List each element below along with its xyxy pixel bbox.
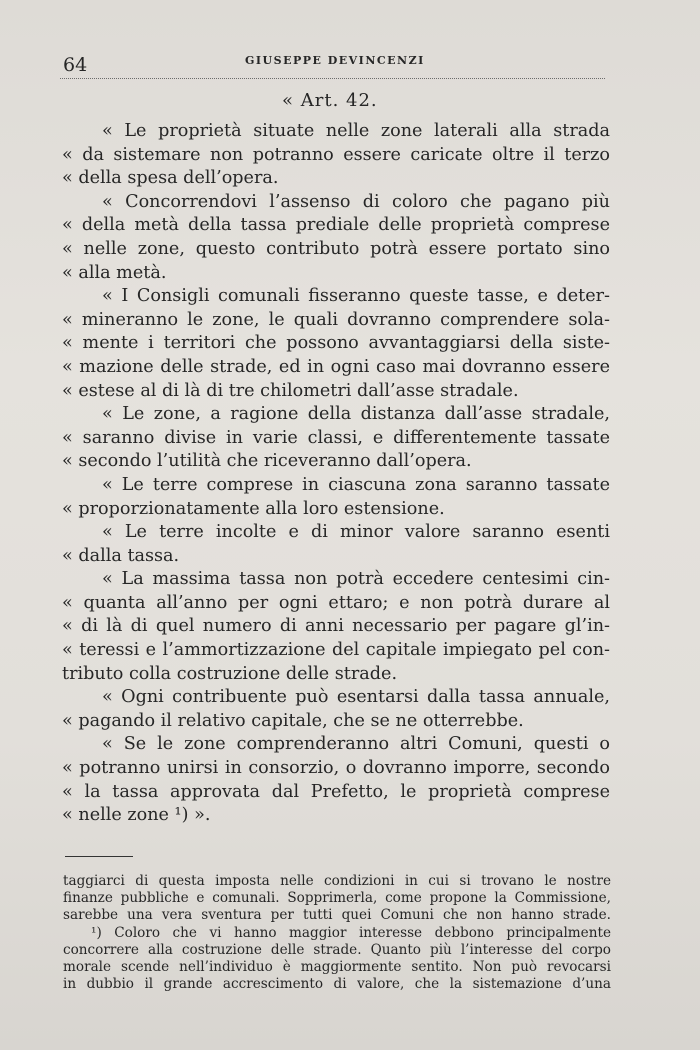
body-line: « mazione delle strade, ed in ogni caso mai dovranno essere — [62, 356, 610, 377]
footnote-line: sarebbe una vera sventura per tutti quei Comuni che non hanno strade. — [63, 907, 611, 924]
body-line: « La massima tassa non potrà eccedere centesimi cin- — [102, 569, 610, 590]
page-header — [60, 44, 605, 79]
body-line: « secondo l’utilità che riceveranno dall’opera. — [62, 451, 472, 472]
body-line: « saranno divise in varie classi, e differentemente tassate — [62, 427, 610, 448]
footnote-line: finanze pubbliche e comunali. Sopprimerla, come propone la Commissione, — [63, 890, 611, 907]
body-line: « pagando il relativo capitale, che se ne otterrebbe. — [62, 710, 524, 731]
body-line: « della spesa dell’opera. — [62, 168, 279, 189]
body-line: « teressi e l’ammortizzazione del capitale impiegato pel con- — [62, 640, 610, 661]
body-line: « da sistemare non potranno essere caricate oltre il terzo — [62, 144, 610, 165]
body-line: « Le terre incolte e di minor valore saranno esenti — [102, 522, 610, 543]
footnote-line: morale scende nell’individuo è maggiormente sentito. Non può revocarsi — [63, 959, 611, 976]
footnote-line: ¹) Coloro che vi hanno maggior interesse debbono principalmente — [91, 924, 611, 941]
body-line: « dalla tassa. — [62, 545, 180, 566]
body-line: tributo colla costruzione delle strade. — [62, 663, 398, 684]
body-line: « nelle zone, questo contributo potrà essere portato sino — [62, 238, 610, 259]
article-title: « Art. 42. — [282, 90, 378, 111]
body-line: « della metà della tassa prediale delle proprietà comprese — [62, 215, 610, 236]
body-line: « alla metà. — [62, 262, 167, 283]
footnote-line: in dubbio il grande accrescimento di valore, che la sistemazione d’una — [63, 976, 611, 993]
body-line: « Le proprietà situate nelle zone laterali alla strada — [102, 121, 610, 141]
footnotes — [63, 873, 611, 993]
page-number: 64 — [63, 54, 88, 76]
body-line: « Ogni contribuente può esentarsi dalla tassa annuale, — [102, 687, 610, 708]
body-line: « estese al di là di tre chilometri dall’asse stradale. — [62, 380, 519, 401]
running-head: GIUSEPPE DEVINCENZI — [245, 54, 425, 67]
body-line: « potranno unirsi in consorzio, o dovranno imporre, secondo — [62, 758, 610, 779]
article-body — [62, 120, 610, 828]
body-line: « I Consigli comunali fisseranno queste tasse, e deter- — [102, 286, 610, 307]
body-line: « Se le zone comprenderanno altri Comuni, questi o — [102, 734, 610, 755]
body-line: « mente i territori che possono avvantaggiarsi della siste- — [62, 333, 610, 354]
body-line: « nelle zone ¹) ». — [62, 805, 211, 826]
body-line: « di là di quel numero di anni necessario per pagare gl’in- — [62, 616, 610, 637]
body-line: « Concorrendovi l’assenso di coloro che pagano più — [102, 191, 610, 212]
body-line: « quanta all’anno per ogni ettaro; e non potrà durare al — [62, 592, 610, 613]
body-line: « proporzionatamente alla loro estensione. — [62, 498, 445, 519]
footnote-line: taggiarci di questa imposta nelle condizioni in cui si trovano le nostre — [63, 873, 611, 889]
body-line: « Le terre comprese in ciascuna zona saranno tassate — [102, 474, 610, 495]
body-line: « Le zone, a ragione della distanza dall’asse stradale, — [102, 404, 610, 425]
body-line: « la tassa approvata dal Prefetto, le proprietà comprese — [62, 781, 610, 802]
footnote-divider — [65, 856, 133, 857]
footnote-line: concorrere alla costruzione delle strade. Quanto più l’interesse del corpo — [63, 941, 611, 958]
body-line: « mineranno le zone, le quali dovranno comprendere sola- — [62, 309, 610, 330]
